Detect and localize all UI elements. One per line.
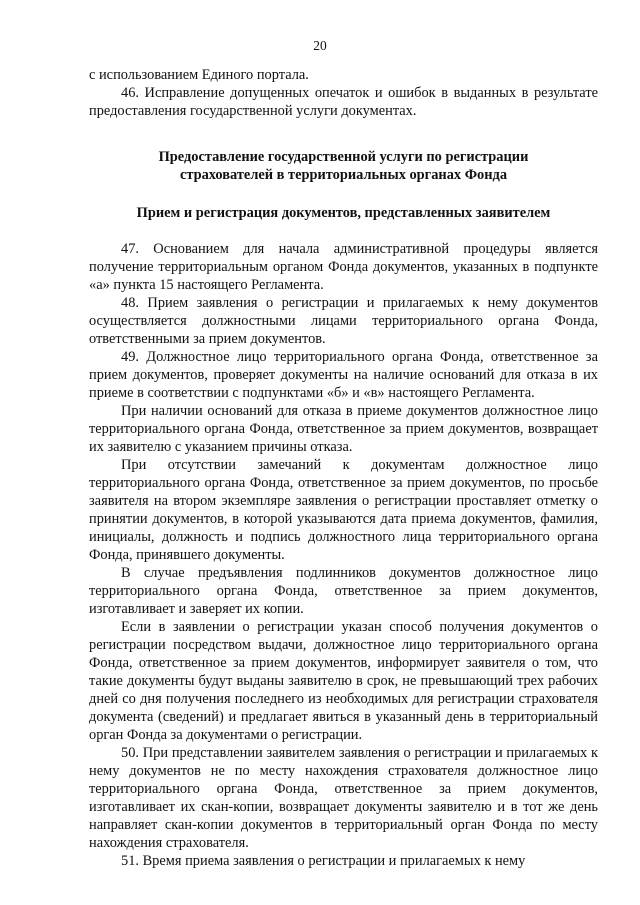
paragraph-49-originals: В случае предъявления подлинников документов должностное лицо территориального органа Фонда, ответственное за прием документов, изготавливает и заверяет их копии. [89, 565, 598, 617]
section-heading [89, 148, 598, 184]
paragraph-49-refusal: При наличии оснований для отказа в приеме документов должностное лицо территориального органа Фонда, ответственное за прием документов, возвращает их заявителю с указанием причины отказа. [89, 403, 598, 455]
paragraph-48: 48. Прием заявления о регистрации и прилагаемых к нему документов осуществляется должностными лицами территориального органа Фонда, ответственными за прием документов. [89, 295, 598, 347]
document-body [89, 66, 598, 870]
paragraph-49-issuance: Если в заявлении о регистрации указан способ получения документов о регистрации посредством выдачи, должностное лицо территориального органа Фонда, ответственное за прием документов, информирует заявителя о том, что такие документы будут выданы заявителю в срок, не превышающий трех рабочих дней со дня получения последнего из необходимых для регистрации страхователя документа (сведений) и предлагает явиться в указанный день в территориальный орган Фонда за документами о регистрации. [89, 619, 598, 743]
paragraph-46: 46. Исправление допущенных опечаток и ошибок в выданных в результате предоставления государственной услуги документах. [89, 85, 598, 119]
paragraph-49-no-remarks: При отсутствии замечаний к документам должностное лицо территориального органа Фонда, ответственное за прием документов, по просьбе заявителя на втором экземпляре заявления о регистрации проставляет отметку о принятии документов, в которой указываются дата приема документов, фамилия, инициалы, должность и подпись должностного лица территориального органа Фонда, принявшего документы. [89, 457, 598, 563]
page-number: 20 [313, 38, 327, 53]
paragraph-continuation: с использованием Единого портала. [89, 67, 309, 83]
paragraph-51: 51. Время приема заявления о регистрации и прилагаемых к нему [121, 853, 526, 869]
section-heading-line-1: Предоставление государственной услуги по регистрации [158, 149, 529, 165]
paragraph-47: 47. Основанием для начала административной процедуры является получение территориальным органом Фонда документов, указанных в подпункте «а» пункта 15 настоящего Регламента. [89, 241, 598, 293]
section-heading-line-2: страхователей в территориальных органах Фонда [179, 167, 508, 183]
paragraph-49: 49. Должностное лицо территориального органа Фонда, ответственное за прием документов, проверяет документы на наличие оснований для отказа в их приеме в соответствии с подпунктами «б» и «в» настоящего Регламента. [89, 349, 598, 401]
subsection-heading: Прием и регистрация документов, представленных заявителем [136, 205, 551, 221]
paragraph-50: 50. При представлении заявителем заявления о регистрации и прилагаемых к нему документов не по месту нахождения страхователя должностное лицо территориального органа Фонда, ответственное за прием документов, изготавливает их скан-копии, возвращает документы заявителю и в тот же день направляет скан-копии документов в территориальный орган Фонда по месту нахождения страхователя. [89, 745, 598, 851]
